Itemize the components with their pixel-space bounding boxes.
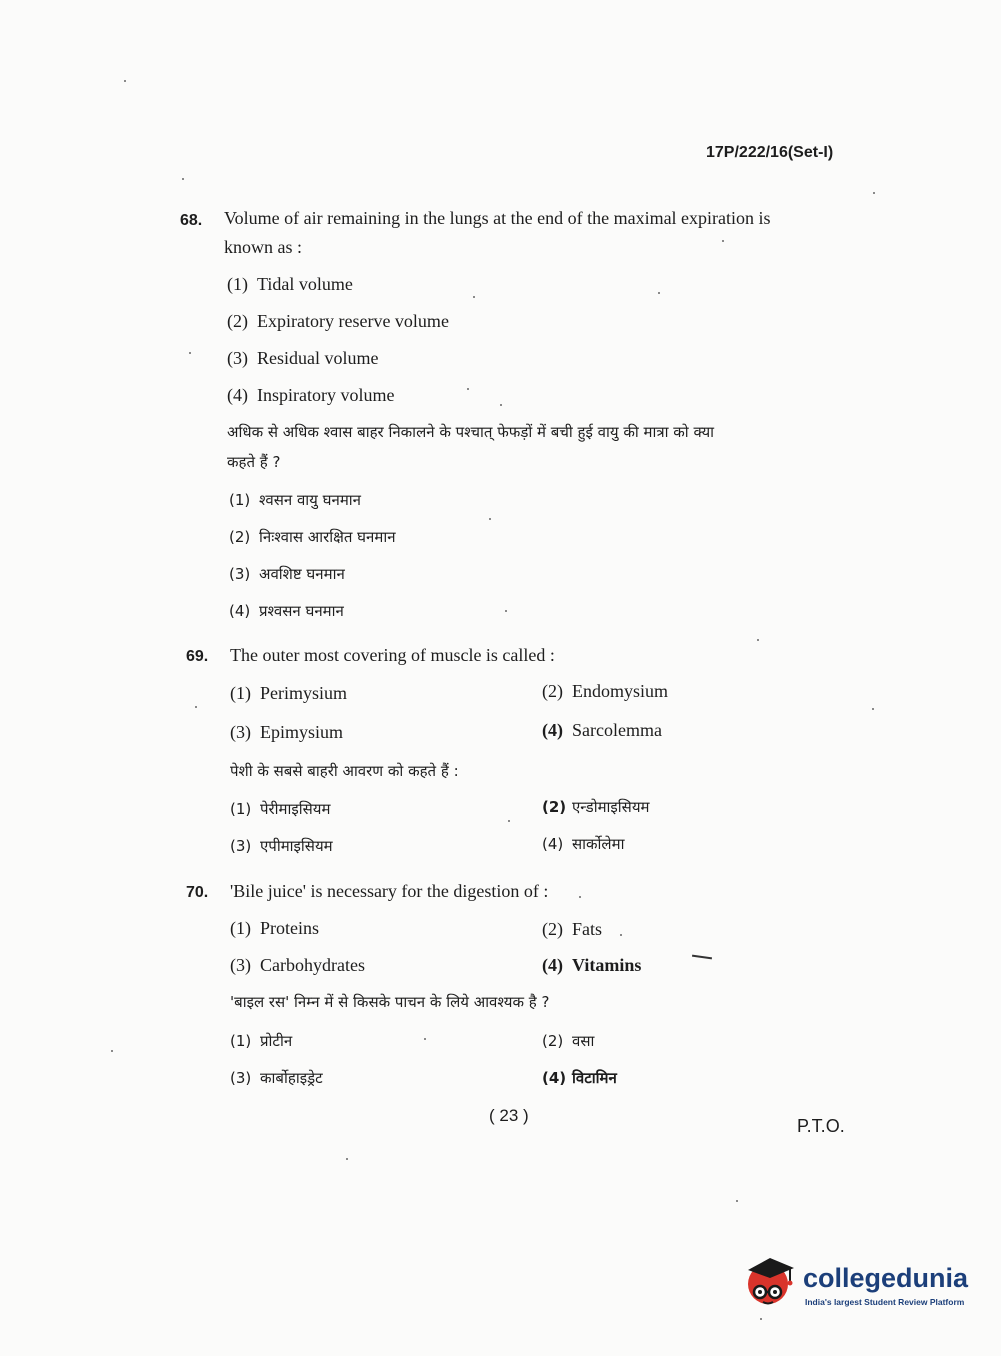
option-label: Endomysium <box>572 681 669 701</box>
option-number: (4) <box>542 720 563 740</box>
option-2 <box>227 311 449 332</box>
option-number: (3) <box>230 1069 252 1087</box>
option-number: (3) <box>230 955 251 975</box>
option-3 <box>230 955 365 976</box>
option-number: (1) <box>230 1032 252 1050</box>
brand-name: collegedunia <box>803 1263 969 1293</box>
option-label: अवशिष्ट घनमान <box>259 565 345 583</box>
option-3 <box>227 348 378 369</box>
option-number: (4) <box>542 1069 567 1087</box>
option-4 <box>542 955 641 976</box>
option-label: Tidal volume <box>257 274 353 294</box>
hindi-question-text: पेशी के सबसे बाहरी आवरण को कहते हैं : <box>230 762 459 780</box>
option-number: (2) <box>542 919 563 939</box>
option-label: एपीमाइसियम <box>260 837 333 855</box>
page-number: ( 23 ) <box>489 1106 529 1125</box>
option-label: Carbohydrates <box>260 955 365 975</box>
option-label: Proteins <box>260 918 320 938</box>
option-label: Inspiratory volume <box>257 385 395 405</box>
hindi-option-4 <box>542 1068 617 1088</box>
option-number: (2) <box>542 681 563 701</box>
hindi-option-1 <box>230 799 330 819</box>
option-label: Expiratory reserve volume <box>257 311 449 331</box>
brand-tagline: India's largest Student Review Platform <box>805 1297 965 1307</box>
option-number: (4) <box>542 835 564 853</box>
option-number: (4) <box>542 955 563 975</box>
hindi-option-3 <box>229 564 345 584</box>
option-label: सार्कोलेमा <box>572 835 625 853</box>
option-number: (3) <box>229 565 251 583</box>
hindi-option-3 <box>230 836 333 856</box>
question-number: 70. <box>186 884 209 901</box>
question-text-continued: known as : <box>224 237 302 257</box>
option-4 <box>227 385 394 406</box>
question-number: 69. <box>186 648 209 665</box>
question-number: 68. <box>180 212 203 229</box>
hindi-option-2 <box>229 527 396 547</box>
option-label: श्वसन वायु घनमान <box>259 491 362 509</box>
option-label: पेरीमाइसियम <box>260 800 331 818</box>
hindi-option-2 <box>542 1031 594 1051</box>
hindi-option-1 <box>230 1031 292 1051</box>
hindi-option-4 <box>542 834 624 854</box>
option-number: (2) <box>229 528 251 546</box>
option-label: Epimysium <box>260 722 344 742</box>
option-label: एन्डोमाइसियम <box>572 798 650 816</box>
option-number: (1) <box>230 800 252 818</box>
question-text: 'Bile juice' is necessary for the digestion of : <box>230 881 549 901</box>
option-1 <box>230 918 319 939</box>
option-2 <box>542 681 668 702</box>
option-number: (1) <box>230 918 251 938</box>
option-label: Fats <box>572 919 603 939</box>
option-number: (2) <box>542 798 567 816</box>
option-label: कार्बोहाइड्रेट <box>260 1069 323 1087</box>
option-label: Vitamins <box>572 955 642 975</box>
option-number: (3) <box>230 837 252 855</box>
option-label: Sarcolemma <box>572 720 662 740</box>
option-number: (3) <box>230 722 251 742</box>
question-text: The outer most covering of muscle is called : <box>230 645 555 665</box>
hindi-option-2 <box>542 797 650 817</box>
option-1 <box>230 683 347 704</box>
option-number: (1) <box>230 683 251 703</box>
option-number: (3) <box>227 348 248 368</box>
paper-code: 17P/222/16(Set-I) <box>706 144 834 161</box>
option-4 <box>542 720 662 741</box>
option-label: वसा <box>572 1032 595 1050</box>
option-3 <box>230 722 343 743</box>
pto-label: P.T.O. <box>797 1116 845 1136</box>
hindi-option-1 <box>229 490 361 510</box>
option-label: प्रश्वसन घनमान <box>259 602 344 620</box>
option-label: Perimysium <box>260 683 348 703</box>
option-label: विटामिन <box>572 1069 617 1087</box>
hindi-option-3 <box>230 1068 323 1088</box>
pen-mark <box>692 955 712 960</box>
hindi-question-text: 'बाइल रस' निम्न में से किसके पाचन के लिये आवश्यक है ? <box>230 993 550 1011</box>
option-number: (4) <box>229 602 251 620</box>
option-number: (4) <box>227 385 248 405</box>
hindi-question-text: अधिक से अधिक श्वास बाहर निकालने के पश्चात् फेफड़ों में बची हुई वायु की मात्रा को क्या <box>227 423 715 441</box>
hindi-option-4 <box>229 601 344 621</box>
option-label: Residual volume <box>257 348 379 368</box>
option-2 <box>542 919 602 940</box>
option-label: निःश्वास आरक्षित घनमान <box>259 528 396 546</box>
option-number: (1) <box>229 491 251 509</box>
option-1 <box>227 274 353 295</box>
mascot-logo-icon <box>740 1250 802 1312</box>
option-number: (2) <box>542 1032 564 1050</box>
question-text: Volume of air remaining in the lungs at the end of the maximal expiration is <box>224 208 771 228</box>
option-number: (1) <box>227 274 248 294</box>
hindi-question-text-continued: कहते हैं ? <box>227 453 281 471</box>
option-label: प्रोटीन <box>260 1032 293 1050</box>
option-number: (2) <box>227 311 248 331</box>
